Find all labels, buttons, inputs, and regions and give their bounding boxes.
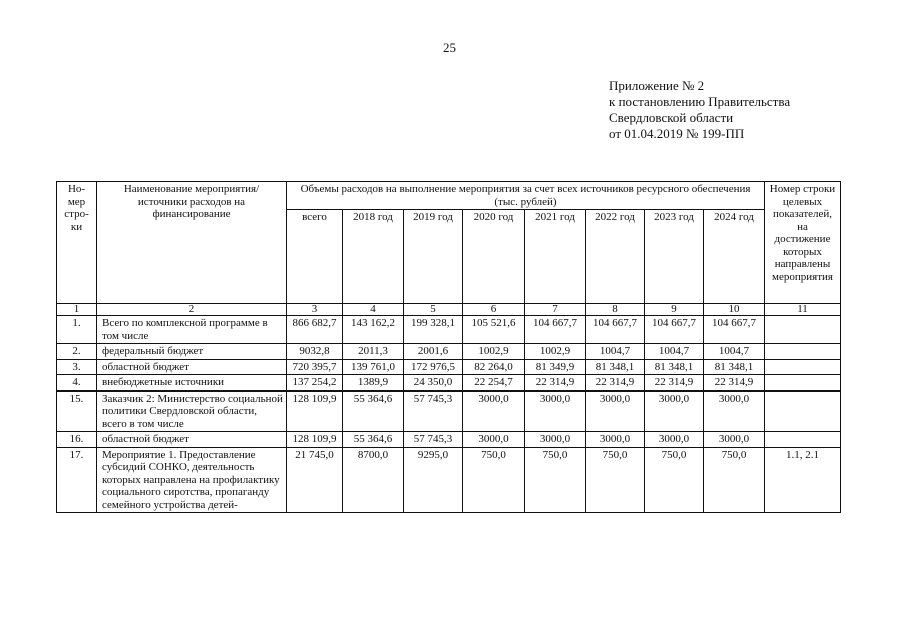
value-cell: 128 109,9 bbox=[287, 391, 343, 432]
value-cell: 1004,7 bbox=[586, 344, 645, 360]
row-number: 2. bbox=[57, 344, 97, 360]
header-name: Наименование мероприятия/источники расходов на финансирование bbox=[97, 182, 287, 304]
header-year: 2020 год bbox=[463, 210, 525, 304]
header-row-number: Но-мер стро-ки bbox=[57, 182, 97, 304]
value-cell: 1004,7 bbox=[704, 344, 765, 360]
table-row bbox=[57, 432, 841, 448]
indicator-cell bbox=[765, 316, 841, 344]
column-number: 2 bbox=[97, 304, 287, 316]
row-name: Всего по комплексной программе в том числе bbox=[97, 316, 287, 344]
table-row bbox=[57, 344, 841, 360]
value-cell: 3000,0 bbox=[586, 391, 645, 432]
value-cell: 2001,6 bbox=[404, 344, 463, 360]
value-cell: 1389,9 bbox=[343, 375, 404, 391]
value-cell: 720 395,7 bbox=[287, 359, 343, 375]
appendix-block bbox=[609, 78, 790, 142]
table-row bbox=[57, 375, 841, 391]
header-year: 2018 год bbox=[343, 210, 404, 304]
value-cell: 22 314,9 bbox=[704, 375, 765, 391]
row-number: 15. bbox=[57, 391, 97, 432]
header-year: 2022 год bbox=[586, 210, 645, 304]
value-cell: 750,0 bbox=[704, 447, 765, 513]
column-number: 3 bbox=[287, 304, 343, 316]
value-cell: 1004,7 bbox=[645, 344, 704, 360]
value-cell: 104 667,7 bbox=[704, 316, 765, 344]
appendix-line: Свердловской области bbox=[609, 110, 734, 125]
value-cell: 105 521,6 bbox=[463, 316, 525, 344]
value-cell: 866 682,7 bbox=[287, 316, 343, 344]
value-cell: 21 745,0 bbox=[287, 447, 343, 513]
value-cell: 8700,0 bbox=[343, 447, 404, 513]
value-cell: 2011,3 bbox=[343, 344, 404, 360]
value-cell: 3000,0 bbox=[463, 391, 525, 432]
indicator-cell bbox=[765, 344, 841, 360]
value-cell: 1002,9 bbox=[463, 344, 525, 360]
header-total: всего bbox=[287, 210, 343, 304]
value-cell: 82 264,0 bbox=[463, 359, 525, 375]
value-cell: 3000,0 bbox=[704, 391, 765, 432]
value-cell: 104 667,7 bbox=[586, 316, 645, 344]
header-year: 2021 год bbox=[525, 210, 586, 304]
row-name: Мероприятие 1. Предоставление субсидий СОНКО, деятельность которых направлена на профилактику социального сиротства, пропаганду семейного устройства детей- bbox=[97, 447, 287, 513]
value-cell: 3000,0 bbox=[525, 391, 586, 432]
row-number: 3. bbox=[57, 359, 97, 375]
row-name: областной бюджет bbox=[97, 432, 287, 448]
value-cell: 1002,9 bbox=[525, 344, 586, 360]
appendix-line: к постановлению Правительства bbox=[609, 94, 791, 109]
table-row bbox=[57, 391, 841, 432]
column-number: 10 bbox=[704, 304, 765, 316]
row-number: 17. bbox=[57, 447, 97, 513]
header-year: 2019 год bbox=[404, 210, 463, 304]
value-cell: 9032,8 bbox=[287, 344, 343, 360]
column-number: 6 bbox=[463, 304, 525, 316]
header-indicators: Номер строки целевых показателей, на достижение которых направлены мероприятия bbox=[765, 182, 841, 304]
column-number: 11 bbox=[765, 304, 841, 316]
column-number: 5 bbox=[404, 304, 463, 316]
page-number: 25 bbox=[443, 40, 456, 55]
indicator-cell: 1.1, 2.1 bbox=[765, 447, 841, 513]
value-cell: 22 314,9 bbox=[525, 375, 586, 391]
value-cell: 81 348,1 bbox=[645, 359, 704, 375]
value-cell: 81 348,1 bbox=[586, 359, 645, 375]
value-cell: 199 328,1 bbox=[404, 316, 463, 344]
value-cell: 22 314,9 bbox=[645, 375, 704, 391]
column-number: 8 bbox=[586, 304, 645, 316]
value-cell: 128 109,9 bbox=[287, 432, 343, 448]
row-name: внебюджетные источники bbox=[97, 375, 287, 391]
value-cell: 139 761,0 bbox=[343, 359, 404, 375]
value-cell: 3000,0 bbox=[645, 432, 704, 448]
value-cell: 22 254,7 bbox=[463, 375, 525, 391]
indicator-cell bbox=[765, 391, 841, 432]
value-cell: 55 364,6 bbox=[343, 432, 404, 448]
value-cell: 24 350,0 bbox=[404, 375, 463, 391]
row-name: Заказчик 2: Министерство социальной политики Свердловской области, всего в том числе bbox=[97, 391, 287, 432]
header-year: 2023 год bbox=[645, 210, 704, 304]
row-number: 16. bbox=[57, 432, 97, 448]
row-number: 4. bbox=[57, 375, 97, 391]
value-cell: 143 162,2 bbox=[343, 316, 404, 344]
table-row bbox=[57, 316, 841, 344]
value-cell: 22 314,9 bbox=[586, 375, 645, 391]
column-number-row bbox=[57, 304, 841, 316]
value-cell: 750,0 bbox=[586, 447, 645, 513]
column-number: 7 bbox=[525, 304, 586, 316]
value-cell: 3000,0 bbox=[463, 432, 525, 448]
value-cell: 172 976,5 bbox=[404, 359, 463, 375]
column-number: 9 bbox=[645, 304, 704, 316]
value-cell: 104 667,7 bbox=[645, 316, 704, 344]
value-cell: 57 745,3 bbox=[404, 391, 463, 432]
row-number: 1. bbox=[57, 316, 97, 344]
header-volumes: Объемы расходов на выполнение мероприятия за счет всех источников ресурсного обеспечения (тыс. рублей) bbox=[287, 182, 765, 210]
column-number: 1 bbox=[57, 304, 97, 316]
value-cell: 750,0 bbox=[525, 447, 586, 513]
indicator-cell bbox=[765, 375, 841, 391]
row-name: федеральный бюджет bbox=[97, 344, 287, 360]
indicator-cell bbox=[765, 432, 841, 448]
value-cell: 81 349,9 bbox=[525, 359, 586, 375]
row-name: областной бюджет bbox=[97, 359, 287, 375]
indicator-cell bbox=[765, 359, 841, 375]
value-cell: 104 667,7 bbox=[525, 316, 586, 344]
value-cell: 9295,0 bbox=[404, 447, 463, 513]
value-cell: 3000,0 bbox=[525, 432, 586, 448]
header-year: 2024 год bbox=[704, 210, 765, 304]
value-cell: 3000,0 bbox=[645, 391, 704, 432]
value-cell: 81 348,1 bbox=[704, 359, 765, 375]
expenditure-table bbox=[56, 181, 841, 513]
value-cell: 55 364,6 bbox=[343, 391, 404, 432]
value-cell: 750,0 bbox=[463, 447, 525, 513]
value-cell: 750,0 bbox=[645, 447, 704, 513]
appendix-title: Приложение № 2 bbox=[609, 78, 705, 93]
table-row bbox=[57, 447, 841, 513]
column-number: 4 bbox=[343, 304, 404, 316]
value-cell: 57 745,3 bbox=[404, 432, 463, 448]
appendix-date: от 01.04.2019 № 199-ПП bbox=[609, 126, 745, 141]
value-cell: 3000,0 bbox=[704, 432, 765, 448]
value-cell: 137 254,2 bbox=[287, 375, 343, 391]
table-row bbox=[57, 359, 841, 375]
value-cell: 3000,0 bbox=[586, 432, 645, 448]
